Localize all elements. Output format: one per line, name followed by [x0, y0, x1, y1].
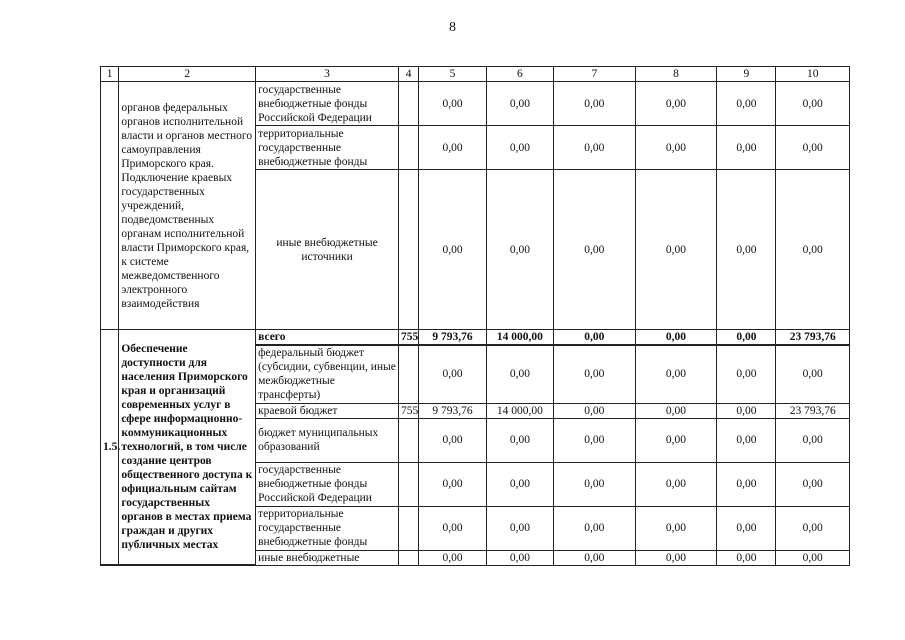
value-cell: 0,00	[554, 82, 636, 126]
funding-source: иные внебюджетные источники	[256, 170, 399, 330]
value-cell: 0,00	[419, 170, 486, 330]
value-cell: 0,00	[717, 170, 776, 330]
value-cell: 0,00	[717, 418, 776, 462]
value-cell: 14 000,00	[486, 330, 553, 346]
value-cell: 0,00	[486, 418, 553, 462]
funding-source: государственные внебюджетные фонды Российской Федерации	[256, 462, 399, 506]
value-cell: 0,00	[486, 126, 553, 170]
value-cell: 0,00	[717, 462, 776, 506]
value-cell: 0,00	[419, 506, 486, 550]
value-cell: 0,00	[635, 418, 717, 462]
page-number: 8	[449, 20, 456, 35]
column-header: 5	[419, 67, 486, 82]
value-cell: 0,00	[554, 345, 636, 403]
value-cell: 0,00	[717, 506, 776, 550]
value-cell: 23 793,76	[776, 330, 850, 346]
value-cell: 0,00	[717, 82, 776, 126]
value-cell: 0,00	[419, 82, 486, 126]
budget-table	[100, 66, 850, 566]
code-cell	[398, 82, 418, 126]
value-cell: 0,00	[635, 550, 717, 565]
column-number-row	[101, 67, 850, 82]
value-cell: 0,00	[635, 462, 717, 506]
funding-source: государственные внебюджетные фонды Российской Федерации	[256, 82, 399, 126]
value-cell: 0,00	[635, 126, 717, 170]
funding-source: федеральный бюджет (субсидии, субвенции, иные межбюджетные трансферты)	[256, 345, 399, 403]
value-cell: 0,00	[419, 126, 486, 170]
column-header: 2	[119, 67, 256, 82]
value-cell: 0,00	[635, 170, 717, 330]
value-cell: 0,00	[776, 345, 850, 403]
value-cell: 0,00	[419, 345, 486, 403]
funding-source: краевой бюджет	[256, 403, 399, 418]
table-row-total	[101, 330, 850, 346]
value-cell: 0,00	[554, 330, 636, 346]
value-cell: 0,00	[717, 345, 776, 403]
code-cell	[398, 345, 418, 403]
value-cell: 0,00	[486, 550, 553, 565]
code-cell	[398, 550, 418, 565]
item-index: 1.5.	[101, 330, 119, 566]
value-cell: 0,00	[486, 462, 553, 506]
value-cell: 0,00	[635, 403, 717, 418]
funding-source: всего	[256, 330, 399, 346]
value-cell: 0,00	[419, 462, 486, 506]
value-cell: 9 793,76	[419, 330, 486, 346]
value-cell: 0,00	[776, 550, 850, 565]
value-cell: 0,00	[554, 462, 636, 506]
value-cell: 0,00	[486, 170, 553, 330]
code-cell: 755	[398, 330, 418, 346]
value-cell: 0,00	[486, 345, 553, 403]
funding-source: бюджет муниципальных образований	[256, 418, 399, 462]
item-description: Обеспечение доступности для населения Приморского края и организаций современных услуг в сфере информационно-коммуникационных технологий, в том числе создание центров общественного доступа к официальным сайтам государственных органов в местах приема граждан и других публичных местах	[119, 330, 256, 566]
item-description: органов федеральных органов исполнительной власти и органов местного самоуправления Приморского края. Подключение краевых государственных учреждений, подведомственных органам исполнительной власти Приморского края, к системе межведомственного электронного взаимодействия	[119, 82, 256, 330]
value-cell: 0,00	[776, 418, 850, 462]
value-cell: 0,00	[776, 170, 850, 330]
value-cell: 23 793,76	[776, 403, 850, 418]
funding-source: территориальные государственные внебюджетные фонды	[256, 506, 399, 550]
code-cell	[398, 462, 418, 506]
value-cell: 0,00	[717, 403, 776, 418]
value-cell: 0,00	[486, 82, 553, 126]
value-cell: 0,00	[717, 330, 776, 346]
value-cell: 0,00	[717, 550, 776, 565]
funding-source: территориальные государственные внебюджетные фонды	[256, 126, 399, 170]
value-cell: 0,00	[554, 418, 636, 462]
value-cell: 0,00	[635, 82, 717, 126]
value-cell: 0,00	[554, 506, 636, 550]
value-cell: 0,00	[635, 330, 717, 346]
value-cell: 14 000,00	[486, 403, 553, 418]
value-cell: 0,00	[554, 170, 636, 330]
value-cell: 0,00	[554, 550, 636, 565]
value-cell: 0,00	[717, 126, 776, 170]
code-cell: 755	[398, 403, 418, 418]
column-header: 1	[101, 67, 119, 82]
value-cell: 0,00	[776, 506, 850, 550]
value-cell: 9 793,76	[419, 403, 486, 418]
column-header: 8	[635, 67, 717, 82]
value-cell: 0,00	[486, 506, 553, 550]
value-cell: 0,00	[419, 418, 486, 462]
value-cell: 0,00	[776, 82, 850, 126]
code-cell	[398, 506, 418, 550]
value-cell: 0,00	[554, 403, 636, 418]
value-cell: 0,00	[419, 550, 486, 565]
table-row	[101, 82, 850, 126]
value-cell: 0,00	[776, 126, 850, 170]
code-cell	[398, 418, 418, 462]
column-header: 4	[398, 67, 418, 82]
value-cell: 0,00	[776, 462, 850, 506]
value-cell: 0,00	[554, 126, 636, 170]
column-header: 7	[554, 67, 636, 82]
column-header: 6	[486, 67, 553, 82]
column-header: 10	[776, 67, 850, 82]
value-cell: 0,00	[635, 345, 717, 403]
funding-source: иные внебюджетные	[256, 550, 399, 565]
value-cell: 0,00	[635, 506, 717, 550]
column-header: 9	[717, 67, 776, 82]
column-header: 3	[256, 67, 399, 82]
index-cell-empty	[101, 82, 119, 330]
code-cell	[398, 170, 418, 330]
code-cell	[398, 126, 418, 170]
